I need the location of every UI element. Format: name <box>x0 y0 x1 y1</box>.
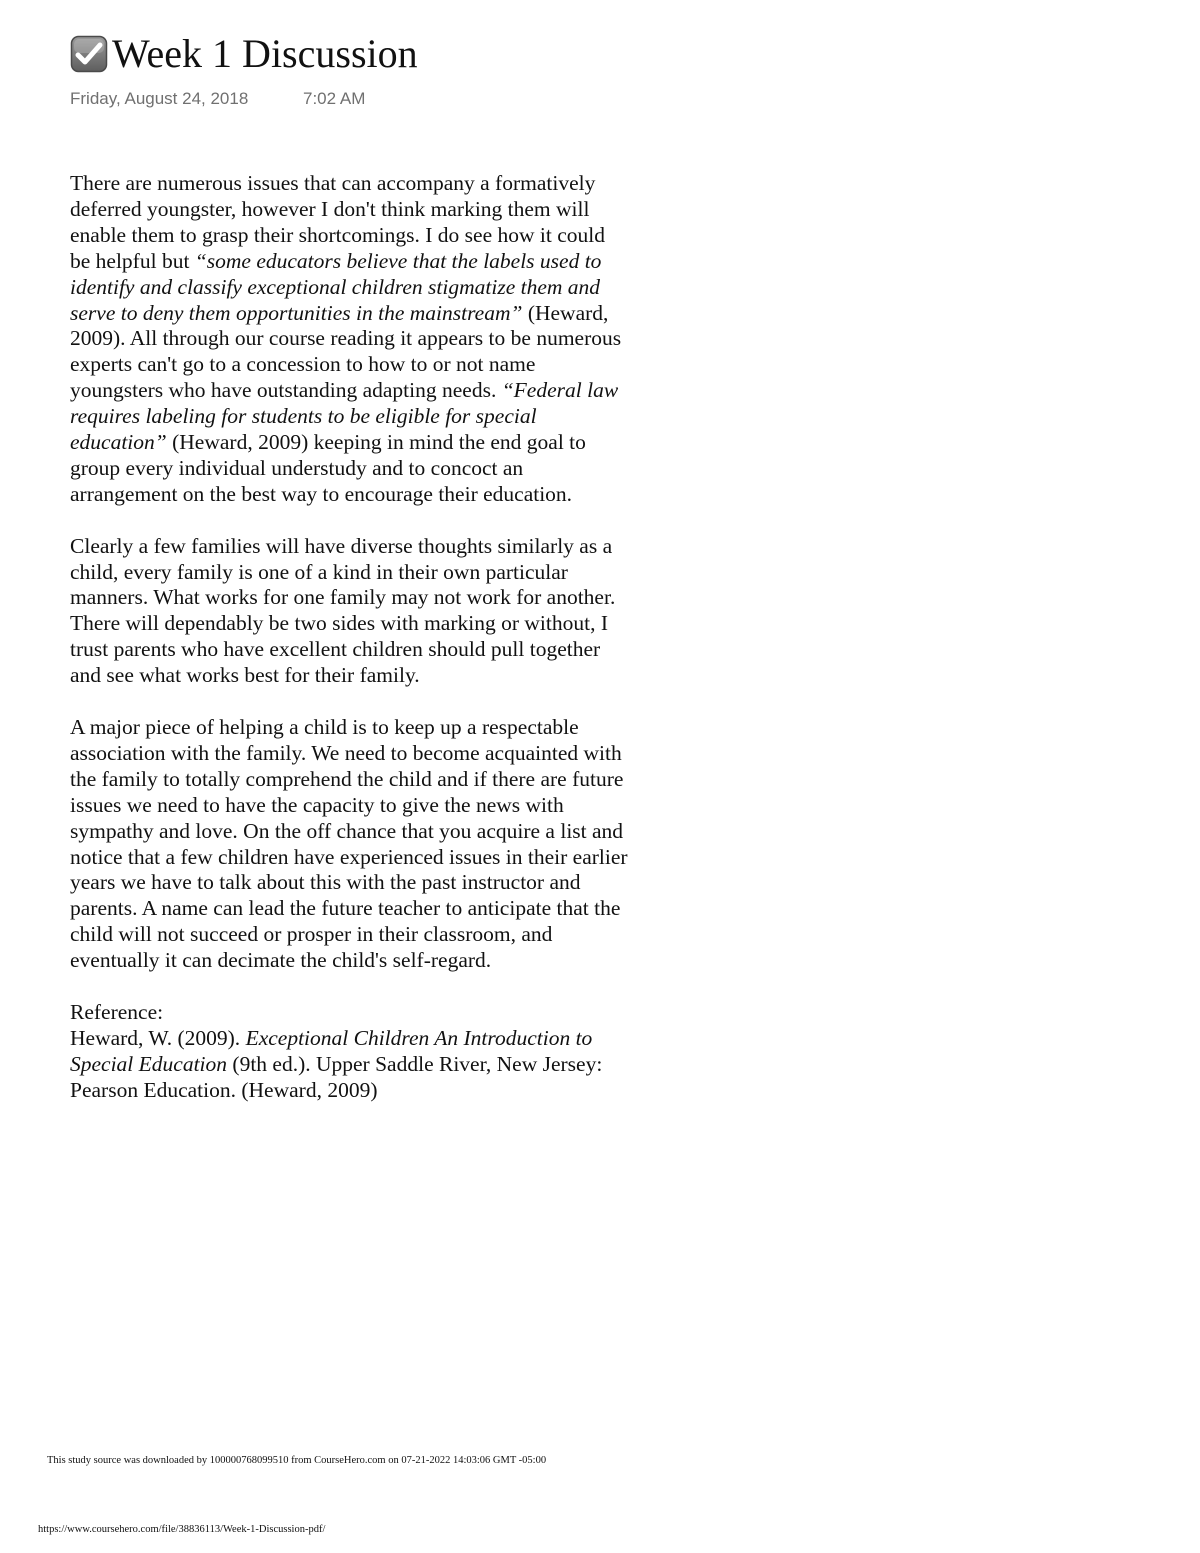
checkbox-checked-icon <box>70 35 108 73</box>
title-row <box>70 30 418 78</box>
paragraph-2: Clearly a few families will have diverse thoughts similarly as a child, every family is one of a kind in their own particular manners. What works for one family may not work for another. There will dependably be two sides with marking or without, I trust parents who have excellent children should pull together and see what works best for their family. <box>70 533 616 688</box>
reference-book-title: Exceptional Children An Introduction to Special Education <box>70 1025 593 1076</box>
paragraph-3: A major piece of helping a child is to keep up a respectable association with the family. We need to become acquainted with the family to totally comprehend the child and if there are future issues we need to have the capacity to give the news with sympathy and love. On the off chance that you acquire a list and notice that a few children have experienced issues in their earlier years we have to talk about this with the past instructor and parents. A name can lead the future teacher to anticipate that the child will not succeed or prosper in their classroom, and eventually it can decimate the child's self-regard. <box>70 715 628 973</box>
date-text: Friday, August 24, 2018 <box>70 89 249 108</box>
paragraph-1-text-b: (Heward, 2009). All through our course reading it appears to be numerous experts can't go to a concession to how to or not name youngsters who have outstanding adapting needs. <box>70 300 622 403</box>
page-title: Week 1 Discussion <box>112 31 418 76</box>
reference-label: Reference: <box>70 999 164 1024</box>
source-url: https://www.coursehero.com/file/38836113/Week-1-Discussion-pdf/ <box>38 1524 326 1535</box>
download-notice: This study source was downloaded by 100000768099510 from CourseHero.com on 07-21-2022 14:03:06 GMT -05:00 <box>47 1455 547 1466</box>
paragraph-1 <box>70 171 630 508</box>
paragraph-1-text-a: There are numerous issues that can accompany a formatively deferred youngster, however I don't think marking them will enable them to grasp their shortcomings. I do see how it could be helpful but <box>70 171 605 273</box>
paragraph-1-text-c: (Heward, 2009) keeping in mind the end goal to group every individual understudy and to concoct an arrangement on the best way to encourage their education. <box>70 430 586 506</box>
time-text: 7:02 AM <box>303 89 366 108</box>
discussion-body <box>70 171 630 1129</box>
reference-text-b: (9th ed.). Upper Saddle River, New Jersey: Pearson Education. (Heward, 2009) <box>70 1051 603 1102</box>
reference <box>70 1000 630 1104</box>
quote-2: “Federal law requires labeling for students to be eligible for special education” <box>70 378 619 455</box>
timestamp <box>70 89 366 109</box>
reference-text-a: Heward, W. (2009). <box>70 1025 246 1050</box>
quote-1: “some educators believe that the labels used to identify and classify exceptional children stigmatize them and serve to deny them opportunities in the mainstream” <box>70 248 602 325</box>
